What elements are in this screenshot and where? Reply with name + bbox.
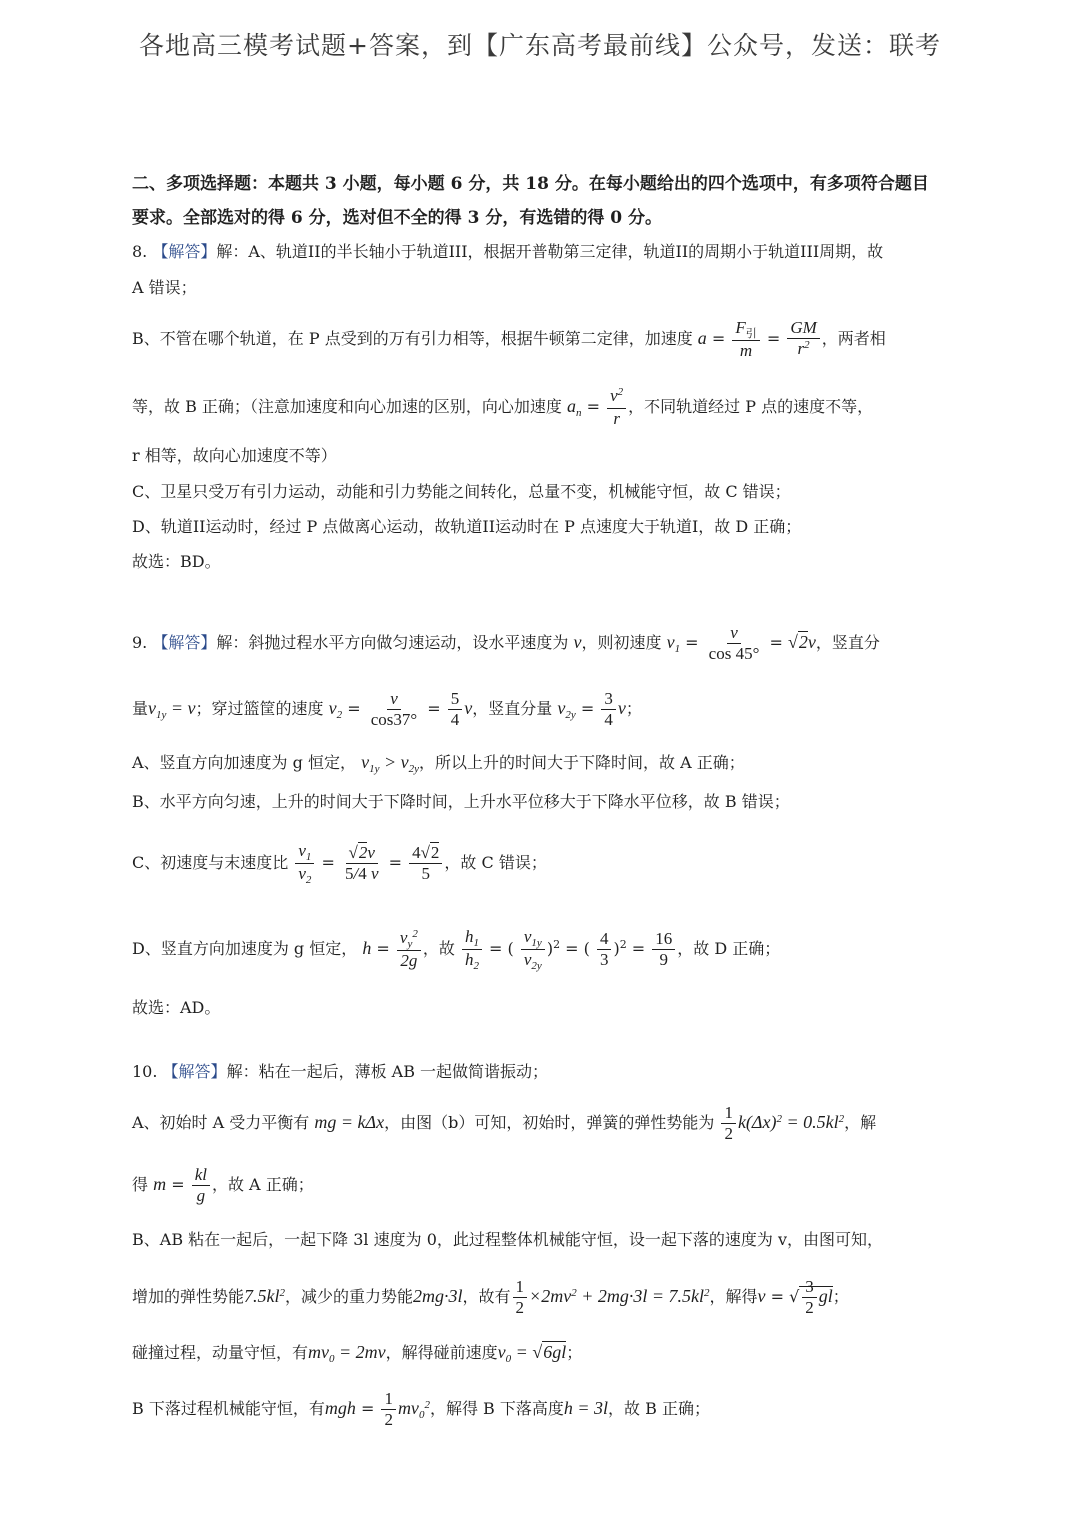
q9-line3: A、竖直方向加速度为 g 恒定， $v_{1y} > v_{2y}$，所以上升的时间大于下降时间，故 A 正确； (132, 752, 745, 775)
q8-line6: C、卫星只受万有引力运动，动能和引力势能之间转化，总量不变，机械能守恒，故 C 错误； (132, 482, 791, 501)
initial-velocity-formula: $v_1$ = $\frac{v}{\cos 45^\circ}$ = √2v (666, 623, 816, 663)
velocity-ratio-formula: $\frac{v_1}{v_2}$ = $\frac{√2v}{5/4 v}$ = $\frac{4√2}{5}$ (293, 853, 444, 872)
height-ratio-formula: $\frac{h_1}{h_2}$ = ( $\frac{v_{1y}}{v_{2y}}$ )$^2$ = ( $\frac{4}{3}$ )$^2$ = $\frac{16}{9}$ (460, 939, 677, 958)
q10-line3: 得 m = $\frac{kl}{g}$ ，故 A 正确； (132, 1165, 314, 1205)
q8-line5: r 相等，故向心加速度不等） (132, 446, 337, 465)
q10-line6: 碰撞过程，动量守恒，有$mv_0 = 2mv$，解得碰前速度$v_0 = √6gl$； (132, 1342, 583, 1365)
centripetal-formula: $a_n$ = $\frac{v^2}{r}$ (567, 397, 628, 416)
basket-velocity-formula: $v_2$ = $\frac{v}{\cos 37^\circ}$ = $\frac{5}{4}$ v (328, 689, 473, 729)
q9-line5: C、初速度与末速度比 $\frac{v_1}{v_2}$ = $\frac{√2v}{5/4 v}$ = $\frac{4√2}{5}$ ，故 C 错误； (132, 841, 547, 886)
q9-line2: 量$v_{1y} = v$；穿过篮筐的速度 $v_2$ = $\frac{v}{\cos 37^\circ}$ = $\frac{5}{4}$ v，竖直分量 $v_{2y}$ = $\frac{3}{4}$ v； (132, 689, 642, 729)
q10-line2: A、初始时 A 受力平衡有 mg = kΔx，由图（b）可知，初始时，弹簧的弹性势能为 $\frac{1}{2}$ $k(\Delta x)^2 = 0.5kl^2$，解 (132, 1103, 877, 1143)
q9-line6: D、竖直方向加速度为 g 恒定， h = $\frac{v_y^2}{2g}$ ，故 $\frac{h_1}{h_2}$ = ( $\frac{v_{1y}}{v_{2y}}$ )$^2$ = ( $\frac{4}{3}$ )$^2$ = $\frac{16}{9}$ ，故 D 正确； (132, 927, 781, 972)
q10-line4: B、AB 粘在一起后，一起下降 3l 速度为 0，此过程整体机械能守恒，设一起下落的速度为 v，由图可知， (132, 1230, 884, 1249)
q8-line3: B、不管在哪个轨道，在 P 点受到的万有引力相等，根据牛顿第二定律，加速度 a = $\frac{F_引}{m}$ = $\frac{GM}{r^2}$ ，两者相 (132, 318, 886, 360)
q9-line4: B、水平方向匀速，上升的时间大于下降时间，上升水平位移大于下降水平位移，故 B 错误； (132, 792, 790, 811)
q10-line5: 增加的弹性势能$7.5kl^2$，减少的重力势能2mg·3l，故有 $\frac{1}{2}$ $\times 2mv^2 + 2mg\cdot 3l = 7.5kl^2$，解得v = √ $\frac{3}{2}$ gl； (132, 1277, 849, 1317)
q9-line7: 故选：AD。 (132, 998, 221, 1017)
q8-number: 8. (132, 242, 148, 261)
q8-tag: 【解答】 (152, 242, 217, 261)
acceleration-formula: a = $\frac{F_引}{m}$ = $\frac{GM}{r^2}$ (698, 329, 822, 348)
section-heading-line1: 二、多项选择题：本题共 3 小题，每小题 6 分，共 18 分。在每小题给出的四个选项中，有多项符合题目 (132, 174, 929, 194)
q9-line1: 9. 【解答】解：斜抛过程水平方向做匀速运动，设水平速度为 v，则初速度 $v_1$ = $\frac{v}{\cos 45^\circ}$ = √2v，竖直分 (132, 623, 880, 663)
q8-line2: A 错误； (132, 278, 197, 297)
q10-line1: 10. 【解答】解：粘在一起后，薄板 AB 一起做简谐振动； (132, 1062, 549, 1081)
header-banner: 各地高三模考试题+答案，到【广东高考最前线】公众号，发送：联考 (139, 31, 941, 60)
q8-line8: 故选：BD。 (132, 552, 221, 571)
q8-line1: 8. 【解答】解：A、轨道II的半长轴小于轨道III，根据开普勒第三定律，轨道II的周期小于轨道III周期，故 (132, 242, 884, 261)
q10-line7: B 下落过程机械能守恒，有mgh = $\frac{1}{2}$ $mv_0^2$，解得 B 下落高度h = 3l，故 B 正确； (132, 1389, 710, 1429)
q8-line7: D、轨道II运动时，经过 P 点做离心运动，故轨道II运动时在 P 点速度大于轨道I，故 D 正确； (132, 517, 802, 536)
section-heading-line2: 要求。全部选对的得 6 分，选对但不全的得 3 分，有选错的得 0 分。 (132, 208, 662, 228)
q8-line4: 等，故 B 正确；（注意加速度和向心加速的区别，向心加速度 $a_n$ = $\frac{v^2}{r}$ ，不同轨道经过 P 点的速度不等， (132, 386, 874, 428)
